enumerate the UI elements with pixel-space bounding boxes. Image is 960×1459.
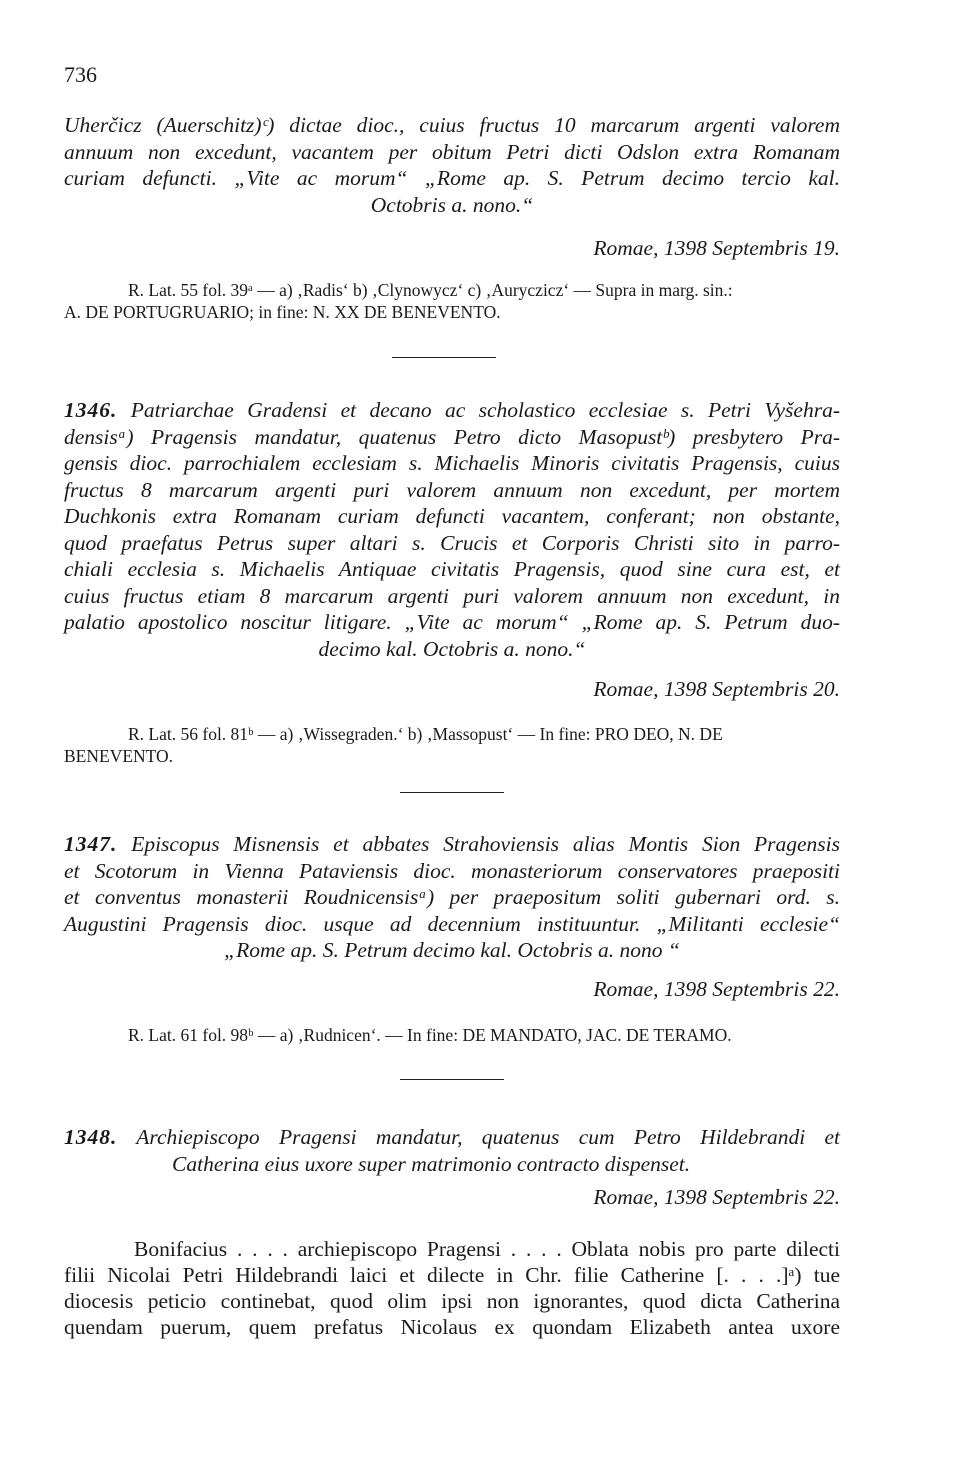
text-line: Duchkonis extra Romanam curiam defuncti vacantem, conferant; non obstante, xyxy=(64,504,840,528)
text-span: Patriarchae Gradensi et decano ac scholastico ecclesiae s. Petri Vyšehra- xyxy=(130,398,840,422)
reference-line: A. DE PORTUGRUARIO; in fine: N. XX DE BENEVENTO. xyxy=(64,302,501,322)
text-line: diocesis peticio continebat, quod olim ipsi non ignorantes, quod dicta Catherina xyxy=(64,1289,840,1313)
text-line: quendam puerum, quem prefatus Nicolaus ex quondam Elizabeth antea uxore xyxy=(64,1315,840,1339)
page-number: 736 xyxy=(64,62,97,87)
text-line: chiali ecclesia s. Michaelis Antiquae civitatis Pragensis, quod sine cura est, et xyxy=(64,557,840,581)
text-line xyxy=(64,831,840,858)
section-divider xyxy=(392,357,496,358)
entry-number: 1347. xyxy=(64,832,118,856)
text-line: annuum non excedunt, vacantem per obitum Petri dicti Odslon extra Romanam xyxy=(64,139,840,164)
text-line: Octobris a. nono.“ xyxy=(370,192,534,217)
text-line: et conventus monasterii Roudnicensisᵃ) per praepositum soliti gubernari ord. s. xyxy=(64,885,840,909)
section-divider xyxy=(400,1079,504,1080)
text-line: quod praefatus Petrus super altari s. Crucis et Corporis Christi sito in parro- xyxy=(64,530,840,555)
text-line: densisᵃ) Pragensis mandatur, quatenus Petro dicto Masopustᵇ) presbytero Pra- xyxy=(64,424,840,449)
text-line xyxy=(64,397,840,424)
text-line: gensis dioc. parrochialem ecclesiam s. Michaelis Minoris civitatis Pragensis, cuius xyxy=(64,451,840,475)
entry-date: Romae, 1398 Septembris 20. xyxy=(593,677,840,701)
entry-date: Romae, 1398 Septembris 22. xyxy=(593,977,840,1001)
entry-number: 1348. xyxy=(64,1125,118,1149)
archive-reference xyxy=(64,279,840,323)
reference-line: R. Lat. 56 fol. 81ᵇ — a) ‚Wissegraden.‘ b) ‚Massopust‘ — In fine: PRO DEO, N. DE xyxy=(128,724,723,744)
entry-date: Romae, 1398 Septembris 19. xyxy=(593,236,840,260)
text-line: palatio apostolico noscitur litigare. „Vite ac morum“ „Rome ap. S. Petrum duo- xyxy=(64,610,840,634)
text-line: filii Nicolai Petri Hildebrandi laici et dilecte in Chr. filie Catherine [. . . .]ᵃ) tue xyxy=(64,1263,840,1287)
reference-line: R. Lat. 61 fol. 98ᵇ — a) ‚Rudnicen‘. — In fine: DE MANDATO, JAC. DE TERAMO. xyxy=(128,1025,732,1045)
entry-number: 1346. xyxy=(64,398,118,422)
text-span: Episcopus Misnensis et abbates Strahoviensis alias Montis Sion Pragensis xyxy=(131,832,841,856)
section-divider xyxy=(400,792,504,793)
text-line: „Rome ap. S. Petrum decimo kal. Octobris a. nono “ xyxy=(224,938,680,962)
entry-continuation-text xyxy=(64,112,840,218)
text-line: curiam defuncti. „Vite ac morum“ „Rome ap. S. Petrum decimo tercio kal. xyxy=(64,166,840,190)
text-line xyxy=(64,1124,840,1151)
entry-1348 xyxy=(64,1124,840,1177)
archive-reference xyxy=(64,1024,840,1046)
text-span: Archiepiscopo Pragensi mandatur, quatenus cum Petro Hildebrandi et xyxy=(136,1125,840,1149)
text-line: Uherčicz (Auerschitz)ᶜ) dictae dioc., cuius fructus 10 marcarum argenti valorem xyxy=(64,113,840,137)
entry-date: Romae, 1398 Septembris 22. xyxy=(593,1185,840,1209)
letter-body xyxy=(64,1236,840,1340)
text-line: et Scotorum in Vienna Pataviensis dioc. monasteriorum conservatores praepositi xyxy=(64,858,840,883)
text-line: decimo kal. Octobris a. nono.“ xyxy=(318,636,586,661)
text-line: cuius fructus etiam 8 marcarum argenti puri valorem annuum non excedunt, in xyxy=(64,583,840,608)
text-line: fructus 8 marcarum argenti puri valorem annuum non excedunt, per mortem xyxy=(64,477,840,502)
text-line: Catherina eius uxore super matrimonio contracto dispenset. xyxy=(172,1151,691,1176)
text-line: Augustini Pragensis dioc. usque ad decennium instituuntur. „Militanti ecclesie“ xyxy=(64,911,840,936)
entry-1346 xyxy=(64,397,840,662)
archive-reference xyxy=(64,723,840,767)
reference-line: BENEVENTO. xyxy=(64,746,174,766)
entry-1347 xyxy=(64,831,840,964)
reference-line: R. Lat. 55 fol. 39ᵃ — a) ‚Radis‘ b) ‚Clynowycz‘ c) ‚Auryczicz‘ — Supra in marg. sin.: xyxy=(128,280,733,300)
text-line: Bonifacius . . . . archiepiscopo Pragensi . . . . Oblata nobis pro parte dilecti xyxy=(134,1237,840,1261)
